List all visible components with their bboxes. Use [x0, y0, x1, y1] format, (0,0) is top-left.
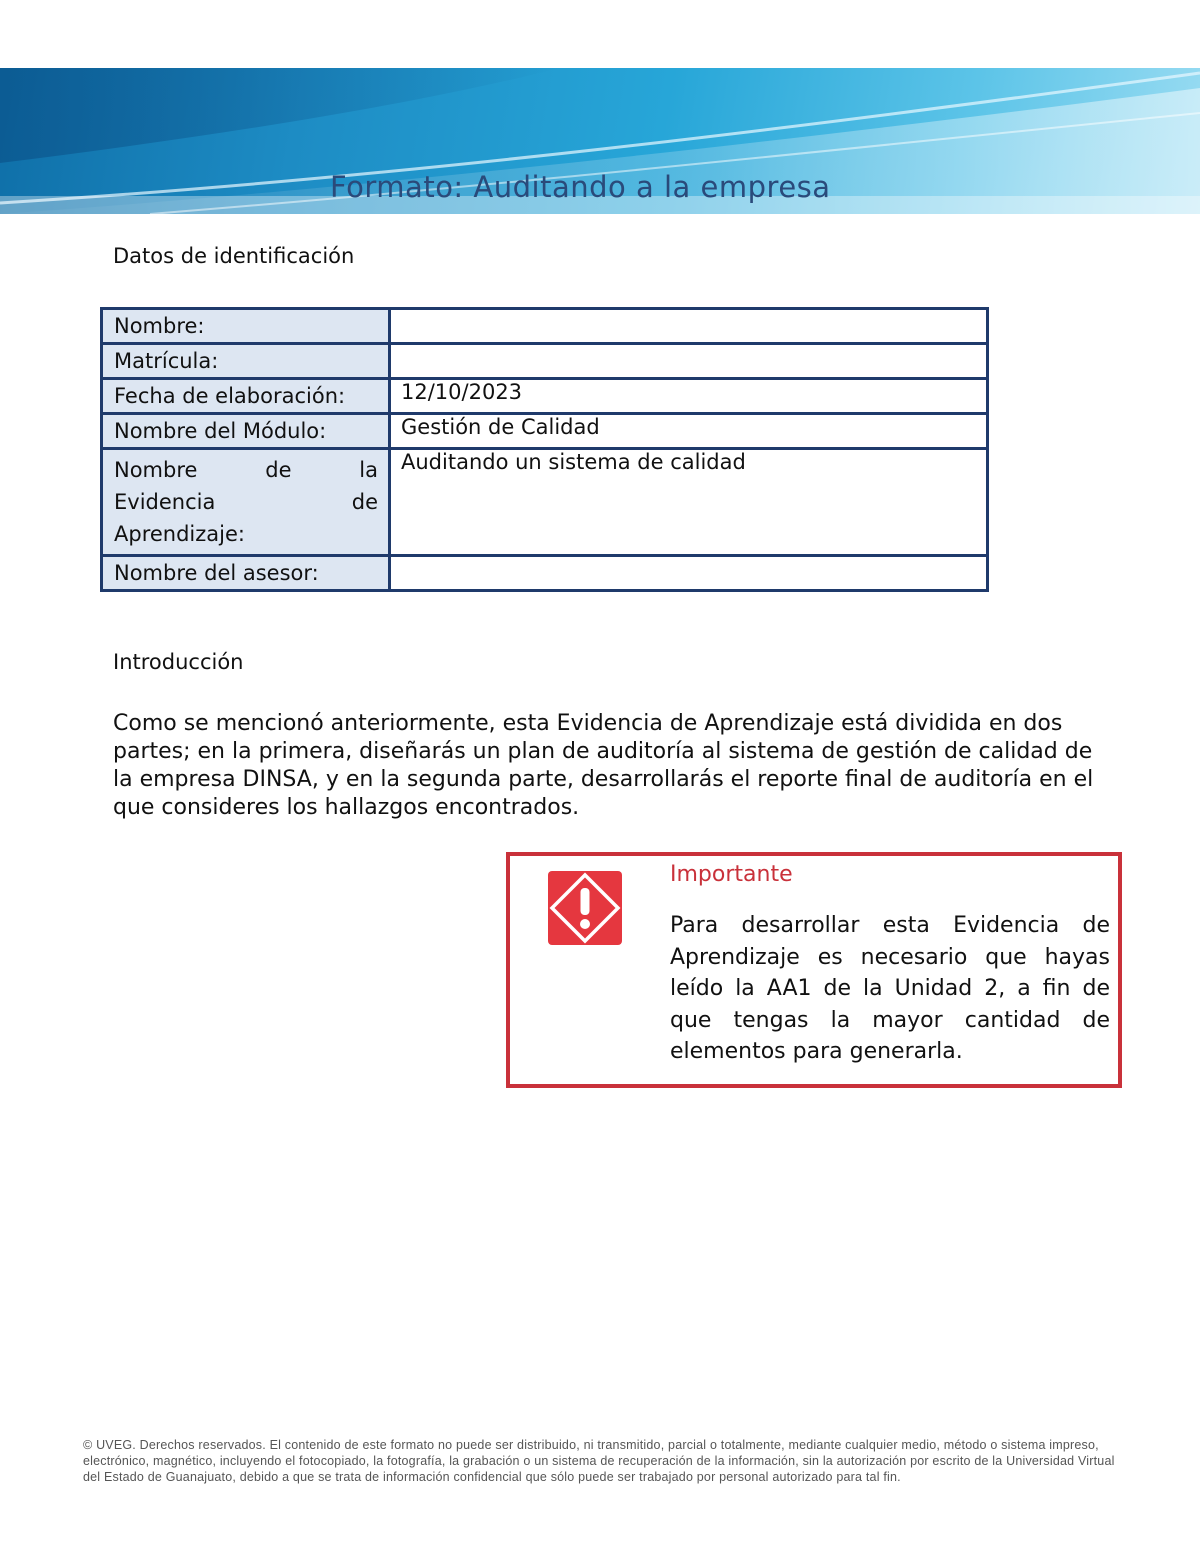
- table-row: [102, 556, 988, 591]
- copyright-footer: © UVEG. Derechos reservados. El contenido de este formato no puede ser distribuido, ni transmitido, parcial o totalmente, mediante cualquier medio, método o sistema impreso, electrónico, magnético, incluyendo el fotocopiado, la fotografía, la grabación o un sistema de recuperación de la información, sin la autorización por escrito de la Universidad Virtual del Estado de Guanajuato, debido a que se trata de información confidencial que sólo puede ser trabajado por personal autorizado para tal fin.: [83, 1438, 1115, 1484]
- date-label: Fecha de elaboración:: [102, 379, 390, 414]
- module-value[interactable]: Gestión de Calidad: [390, 414, 988, 449]
- table-row: [102, 344, 988, 379]
- document-title: Formato: Auditando a la empresa: [330, 170, 831, 204]
- identification-table: [100, 307, 989, 592]
- module-label: Nombre del Módulo:: [102, 414, 390, 449]
- name-value[interactable]: [390, 309, 988, 344]
- matricula-label: Matrícula:: [102, 344, 390, 379]
- table-row: [102, 309, 988, 344]
- table-row: [102, 379, 988, 414]
- table-row: [102, 414, 988, 449]
- evidence-label-word: la: [359, 458, 378, 482]
- important-callout: [506, 852, 1122, 1088]
- evidence-label-word: de: [265, 458, 292, 482]
- warning-icon: [548, 871, 622, 945]
- important-title: Importante: [670, 862, 793, 887]
- name-label: Nombre:: [102, 309, 390, 344]
- date-value[interactable]: 12/10/2023: [390, 379, 988, 414]
- important-text: Para desarrollar esta Evidencia de Aprendizaje es necesario que hayas leído la AA1 de la Unidad 2, a fin de que tengas la mayor cantidad de elementos para generarla.: [670, 913, 1110, 1064]
- evidence-label: [102, 449, 390, 556]
- advisor-label: Nombre del asesor:: [102, 556, 390, 591]
- evidence-label-word: de: [351, 490, 378, 514]
- identification-heading: Datos de identificación: [113, 244, 355, 268]
- evidence-label-word: Aprendizaje:: [114, 522, 245, 546]
- evidence-label-word: Nombre: [114, 458, 198, 482]
- matricula-value[interactable]: [390, 344, 988, 379]
- evidence-value[interactable]: Auditando un sistema de calidad: [390, 449, 988, 556]
- table-row: [102, 449, 988, 556]
- advisor-value[interactable]: [390, 556, 988, 591]
- introduction-heading: Introducción: [113, 650, 244, 674]
- introduction-paragraph: Como se mencionó anteriormente, esta Evidencia de Aprendizaje está dividida en dos partes; en la primera, diseñarás un plan de auditoría al sistema de gestión de calidad de la empresa DINSA, y en la segunda parte, desarrollarás el reporte final de auditoría en el que consideres los hallazgos encontrados.: [113, 711, 1094, 820]
- evidence-label-word: Evidencia: [114, 490, 216, 514]
